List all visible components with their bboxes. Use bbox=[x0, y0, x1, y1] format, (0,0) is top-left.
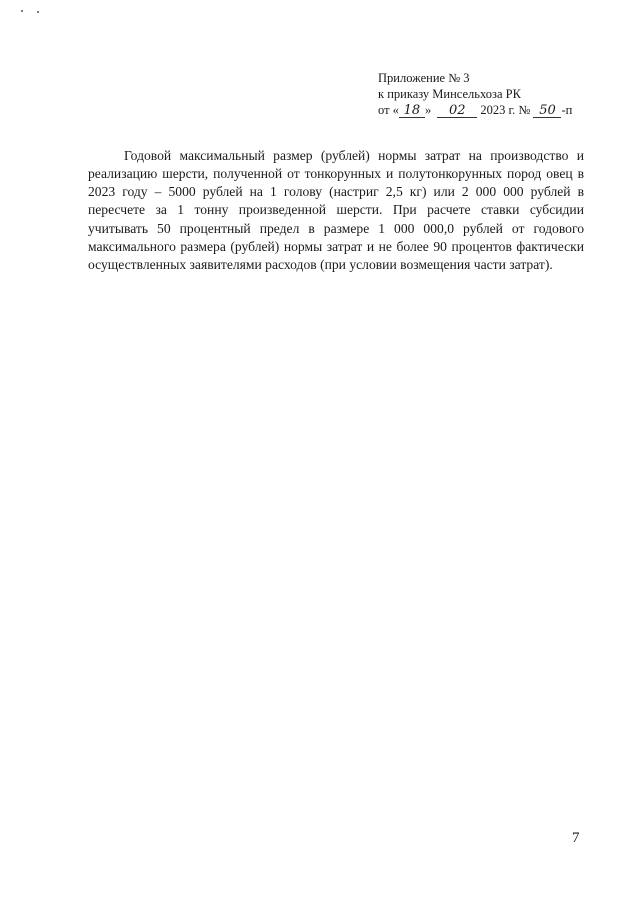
handwritten-month: 02 bbox=[437, 104, 477, 118]
order-date-line bbox=[378, 102, 572, 118]
appendix-title: Приложение № 3 bbox=[378, 71, 470, 85]
handwritten-order-number: 50 bbox=[533, 104, 561, 118]
scan-speck bbox=[37, 11, 39, 13]
date-close: » bbox=[424, 103, 432, 117]
main-paragraph: Годовой максимальный размер (рублей) нормы затрат на производство и реализацию шерсти, полученной от тонкорунных и полутонкорунных пород овец в 2023 году – 5000 рублей на 1 голову (настриг 2,5 кг) или 2 000 000 рублей в пересчете за 1 тонну произведенной шерсти. При расчете ставки субсидии учитывать 50 процентный предел в размере 1 000 000,0 рублей от годового максимального размера (рублей) нормы затрат и не более 90 процентов фактически осуществленных заявителями расходов (при условии возмещения части затрат). bbox=[88, 147, 584, 273]
page-number: 7 bbox=[572, 830, 580, 846]
handwritten-day: 18 bbox=[399, 104, 425, 118]
scan-speck bbox=[21, 10, 23, 12]
date-prefix: от « bbox=[378, 103, 399, 117]
order-reference: к приказу Минсельхоза РК bbox=[378, 87, 521, 101]
order-suffix: -п bbox=[561, 103, 573, 117]
year-text: 2023 г. № bbox=[480, 103, 531, 117]
appendix-header bbox=[378, 70, 572, 118]
